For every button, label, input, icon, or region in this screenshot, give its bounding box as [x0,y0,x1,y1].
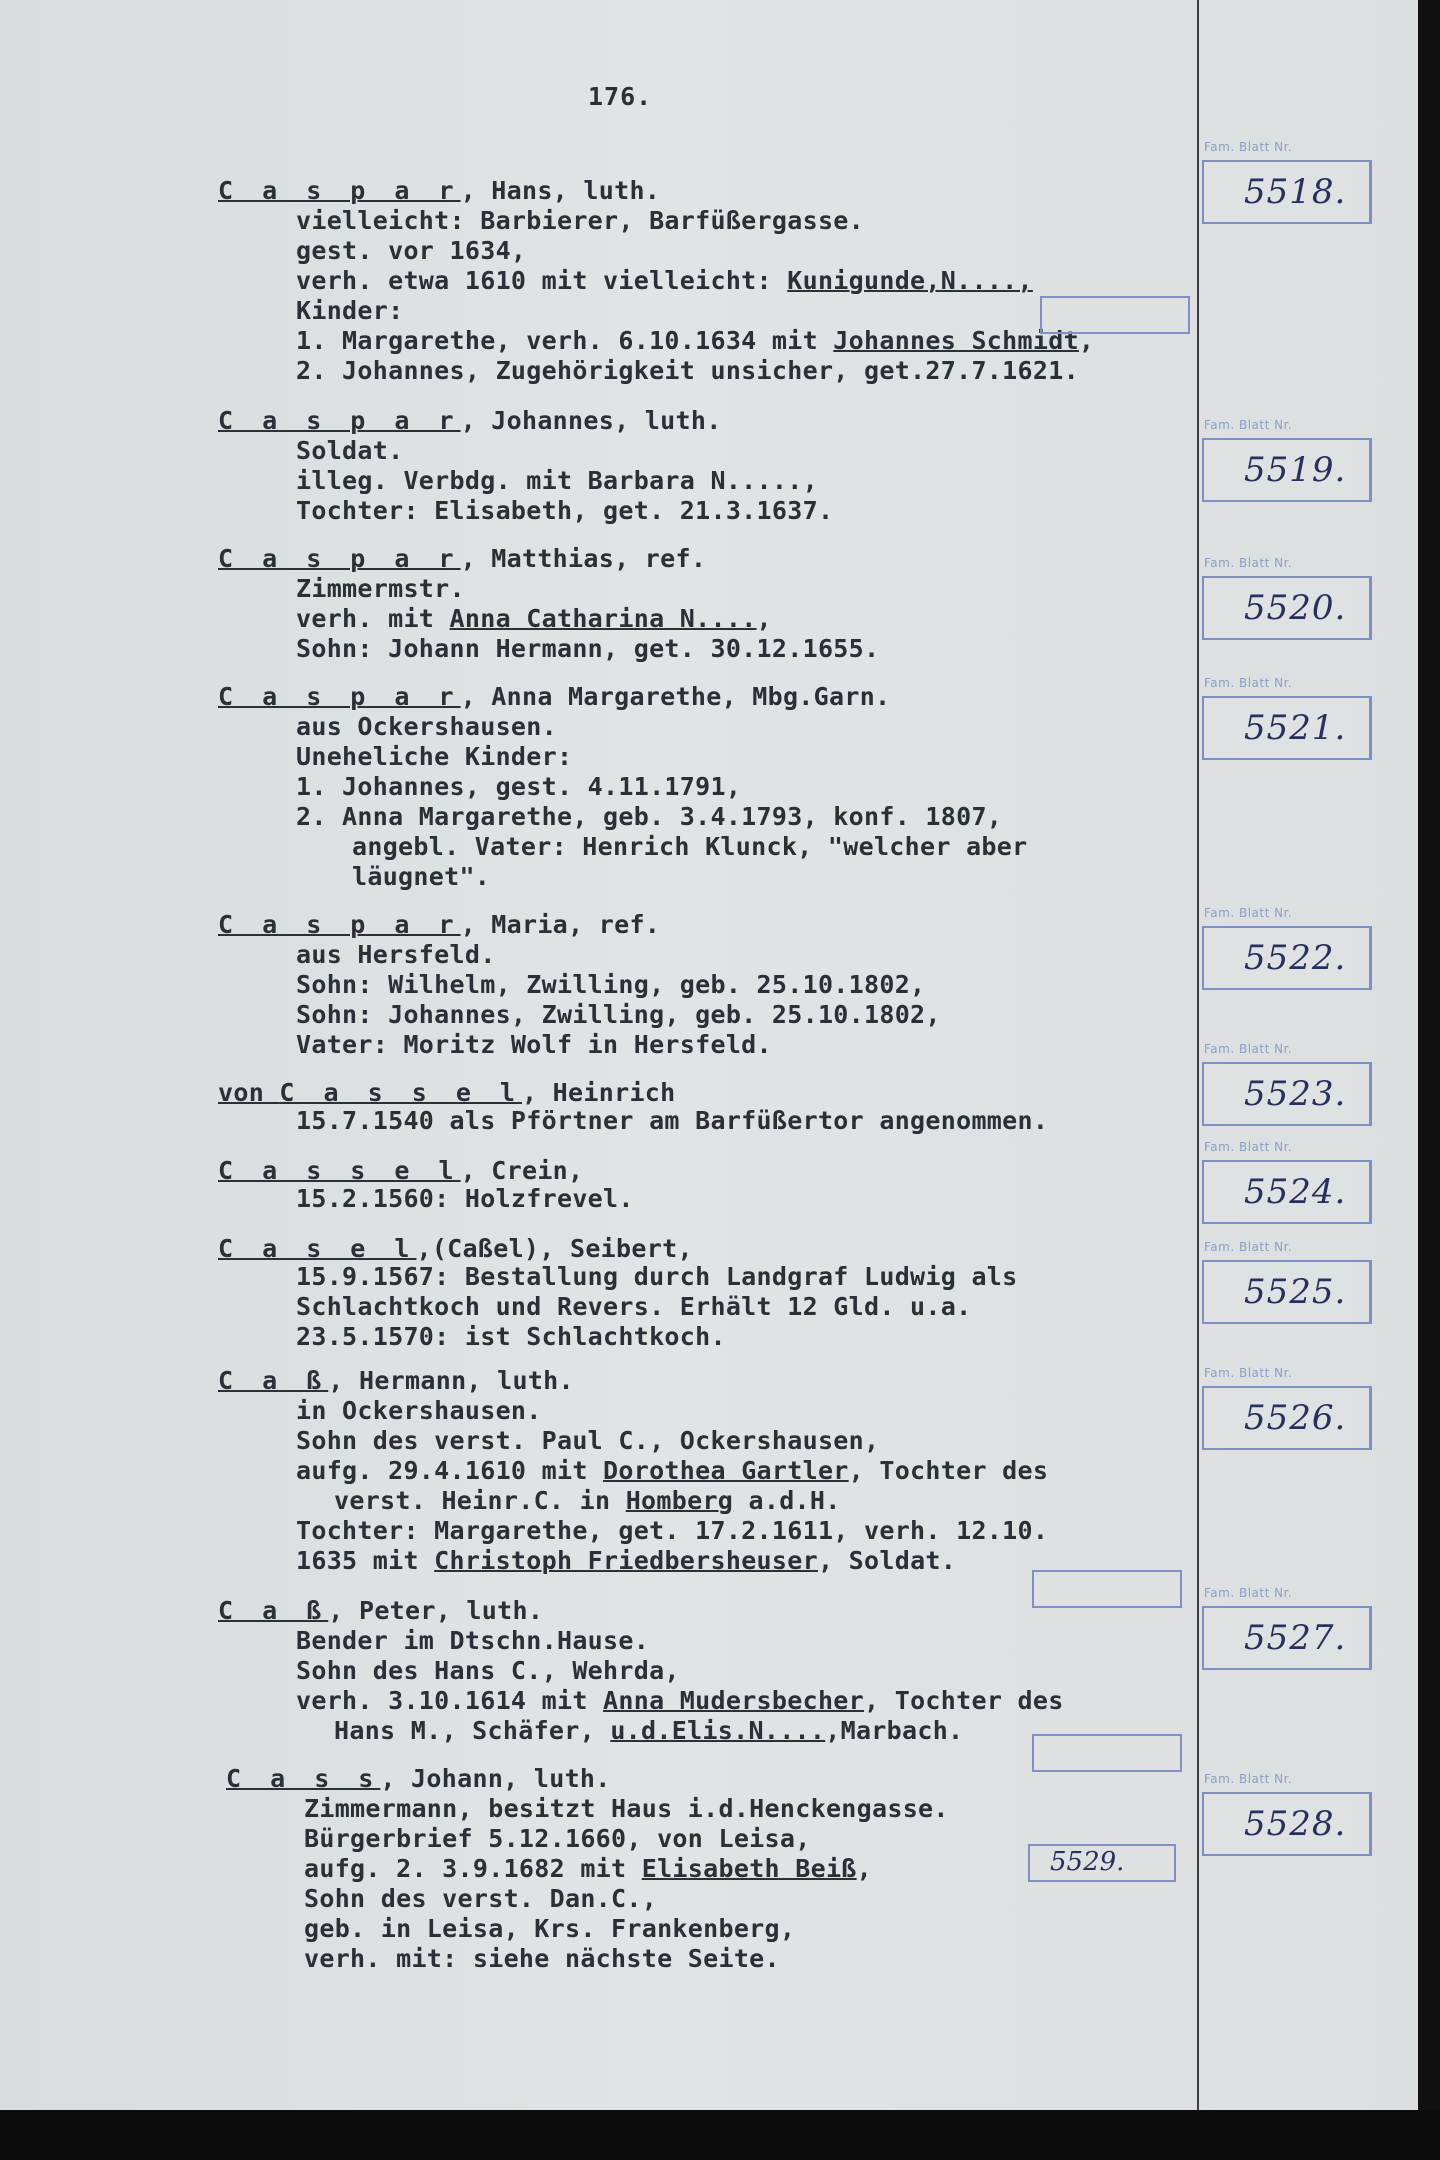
family-sheet-number: 5524. [1244,1172,1347,1212]
stamp-box [1202,1606,1372,1670]
entry-heading: von C a s s e l, Heinrich [218,1078,676,1107]
family-sheet-stamp [1200,1240,1380,1330]
empty-reference-box [1032,1570,1182,1608]
stamp-label: Fam. Blatt Nr. [1204,418,1293,432]
entry-line: verh. mit: siehe nächste Seite. [304,1944,780,1973]
entry-line: illeg. Verbdg. mit Barbara N....., [296,466,818,495]
family-sheet-stamp [1200,418,1380,508]
entry-line: Tochter: Elisabeth, get. 21.3.1637. [296,496,834,525]
entry-line: angebl. Vater: Henrich Klunck, "welcher aber [352,832,1028,861]
entry-heading: C a s e l,(Caßel), Seibert, [218,1234,693,1263]
entry-line: Hans M., Schäfer, u.d.Elis.N....,Marbach. [334,1716,964,1745]
margin-rule [1197,0,1199,2110]
stamp-label: Fam. Blatt Nr. [1204,906,1293,920]
entry-line: Sohn des Hans C., Wehrda, [296,1656,680,1685]
family-sheet-stamp [1200,1140,1380,1230]
entry-line: 1. Margarethe, verh. 6.10.1634 mit Johannes Schmidt, [296,326,1095,355]
family-sheet-stamp [1200,1042,1380,1132]
family-sheet-number: 5525. [1244,1272,1347,1312]
entry-line: Uneheliche Kinder: [296,742,573,771]
entry-line: verst. Heinr.C. in Homberg a.d.H. [334,1486,841,1515]
scan-edge-right [1418,0,1440,2110]
entry-heading: C a s s, Johann, luth. [226,1764,611,1793]
entry-line: Schlachtkoch und Revers. Erhält 12 Gld. u.a. [296,1292,972,1321]
family-sheet-stamp [1200,556,1380,646]
stamp-box [1202,1386,1372,1450]
stamp-box [1202,1062,1372,1126]
entry-line: 2. Anna Margarethe, geb. 3.4.1793, konf. 1807, [296,802,1003,831]
family-sheet-number: 5518. [1244,172,1347,212]
entry-line: verh. mit Anna Catharina N...., [296,604,772,633]
entry-line: aufg. 2. 3.9.1682 mit Elisabeth Beiß, [304,1854,873,1883]
family-sheet-stamp [1200,1772,1380,1862]
entry-line: vielleicht: Barbierer, Barfüßergasse. [296,206,864,235]
stamp-label: Fam. Blatt Nr. [1204,1586,1293,1600]
stamp-box [1202,160,1372,224]
entry-line: läugnet". [352,862,491,891]
family-sheet-stamp [1200,676,1380,766]
entry-line: in Ockershausen. [296,1396,542,1425]
entry-line: Zimmermann, besitzt Haus i.d.Henckengasse. [304,1794,949,1823]
entry-line: 15.7.1540 als Pförtner am Barfüßertor angenommen. [296,1106,1049,1135]
family-sheet-number: 5522. [1244,938,1347,978]
family-sheet-stamp [1200,906,1380,996]
entry-line: Bender im Dtschn.Hause. [296,1626,650,1655]
empty-reference-box [1032,1734,1182,1772]
stamp-box [1202,576,1372,640]
family-sheet-number: 5523. [1244,1074,1347,1114]
stamp-label: Fam. Blatt Nr. [1204,1140,1293,1154]
entry-line: verh. 3.10.1614 mit Anna Mudersbecher, Tochter des [296,1686,1064,1715]
entry-line: aus Ockershausen. [296,712,557,741]
entry-line: Sohn: Johann Hermann, get. 30.12.1655. [296,634,880,663]
entry-line: Tochter: Margarethe, get. 17.2.1611, verh. 12.10. [296,1516,1049,1545]
entry-heading: C a s p a r, Anna Margarethe, Mbg.Garn. [218,682,891,711]
entry-line: Soldat. [296,436,404,465]
entry-line: Zimmermstr. [296,574,465,603]
scan-edge-bottom [0,2110,1440,2160]
stamp-label: Fam. Blatt Nr. [1204,1772,1293,1786]
entry-line: Bürgerbrief 5.12.1660, von Leisa, [304,1824,811,1853]
family-sheet-number: 5520. [1244,588,1347,628]
family-sheet-number: 5526. [1244,1398,1347,1438]
entry-line: 23.5.1570: ist Schlachtkoch. [296,1322,726,1351]
entry-line: Kinder: [296,296,404,325]
family-sheet-number: 5528. [1244,1804,1347,1844]
entry-line: 1. Johannes, gest. 4.11.1791, [296,772,742,801]
stamp-label: Fam. Blatt Nr. [1204,1240,1293,1254]
stamp-box [1202,438,1372,502]
entry-heading: C a s p a r, Johannes, luth. [218,406,722,435]
entry-heading: C a s p a r, Maria, ref. [218,910,661,939]
inline-reference-number: 5529. [1050,1847,1125,1877]
entry-line: geb. in Leisa, Krs. Frankenberg, [304,1914,796,1943]
page-number: 176. [588,82,653,111]
entry-line: gest. vor 1634, [296,236,527,265]
empty-reference-box [1040,296,1190,334]
entry-heading: C a s s e l, Crein, [218,1156,584,1185]
family-sheet-number: 5521. [1244,708,1347,748]
stamp-box [1202,1160,1372,1224]
inline-reference-box [1028,1844,1176,1882]
entry-heading: C a s p a r, Hans, luth. [218,176,661,205]
entry-line: aufg. 29.4.1610 mit Dorothea Gartler, Tochter des [296,1456,1049,1485]
entry-line: Sohn des verst. Paul C., Ockershausen, [296,1426,880,1455]
entry-heading: C a ß, Hermann, luth. [218,1366,574,1395]
entry-line: Vater: Moritz Wolf in Hersfeld. [296,1030,772,1059]
entry-heading: C a ß, Peter, luth. [218,1596,544,1625]
family-sheet-stamp [1200,1586,1380,1676]
entry-line: aus Hersfeld. [296,940,496,969]
family-sheet-number: 5519. [1244,450,1347,490]
stamp-label: Fam. Blatt Nr. [1204,556,1293,570]
family-sheet-stamp [1200,140,1380,230]
entry-line: Sohn: Johannes, Zwilling, geb. 25.10.1802, [296,1000,941,1029]
entry-line: 15.9.1567: Bestallung durch Landgraf Ludwig als [296,1262,1018,1291]
entry-line: 1635 mit Christoph Friedbersheuser, Soldat. [296,1546,957,1575]
entry-line: Sohn des verst. Dan.C., [304,1884,658,1913]
entry-line: 2. Johannes, Zugehörigkeit unsicher, get.27.7.1621. [296,356,1079,385]
entry-line: Sohn: Wilhelm, Zwilling, geb. 25.10.1802, [296,970,926,999]
entry-heading: C a s p a r, Matthias, ref. [218,544,707,573]
entry-line: 15.2.1560: Holzfrevel. [296,1184,634,1213]
stamp-label: Fam. Blatt Nr. [1204,1366,1293,1380]
stamp-box [1202,1792,1372,1856]
stamp-box [1202,1260,1372,1324]
family-sheet-number: 5527. [1244,1618,1347,1658]
entry-line: verh. etwa 1610 mit vielleicht: Kunigunde,N...., [296,266,1033,295]
stamp-label: Fam. Blatt Nr. [1204,676,1293,690]
family-sheet-stamp [1200,1366,1380,1456]
stamp-box [1202,926,1372,990]
stamp-label: Fam. Blatt Nr. [1204,1042,1293,1056]
stamp-label: Fam. Blatt Nr. [1204,140,1293,154]
stamp-box [1202,696,1372,760]
